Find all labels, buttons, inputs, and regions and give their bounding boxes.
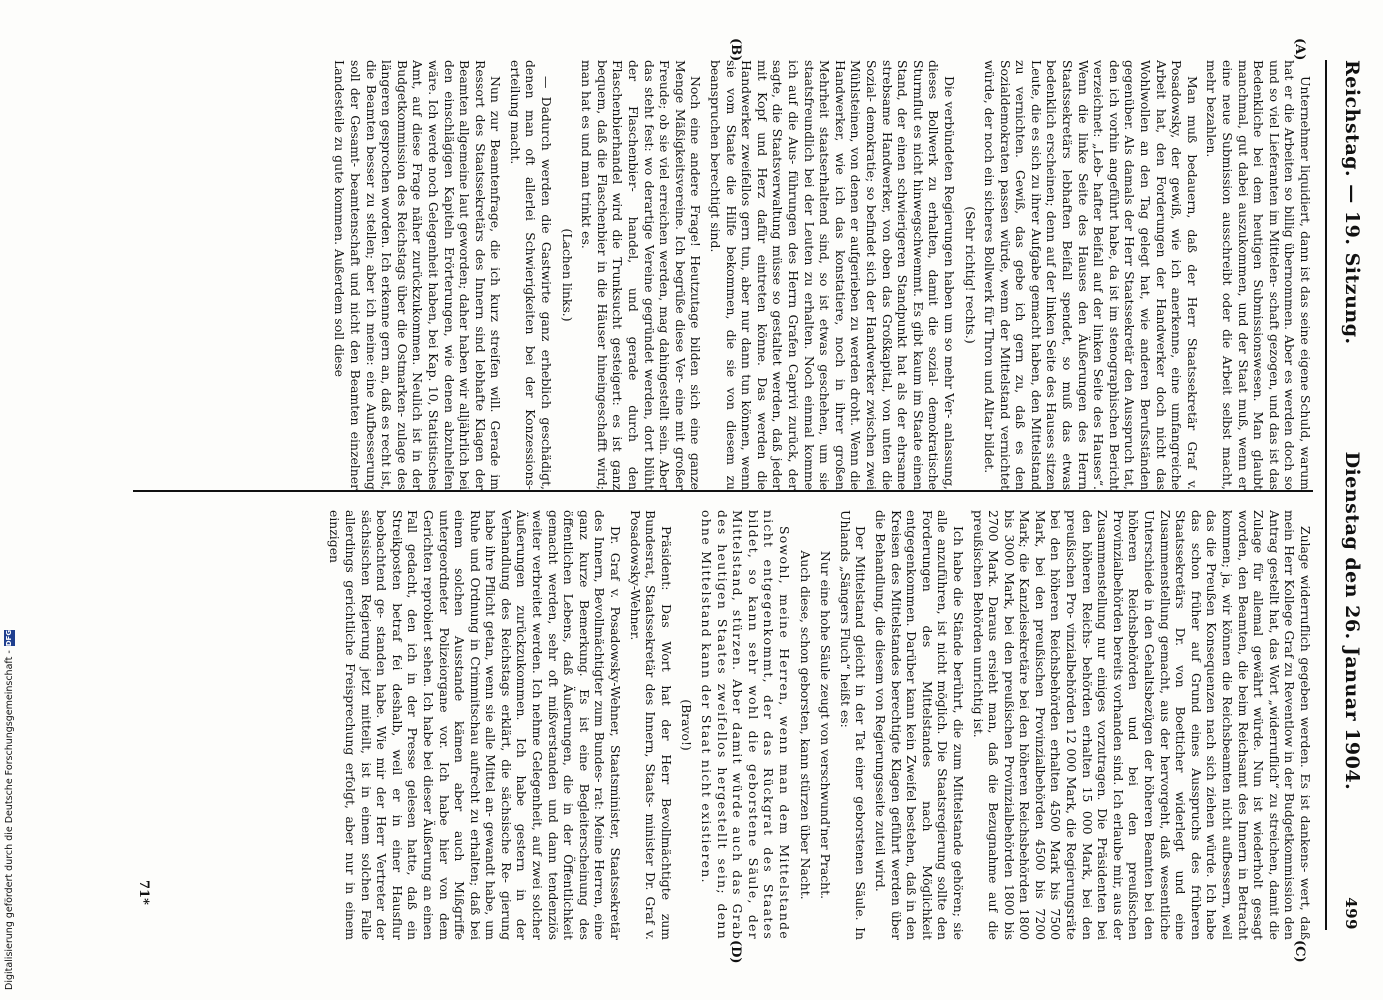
interjection: (Sehr richtig! rechts.): [962, 206, 978, 344]
page-number: 499: [1342, 897, 1360, 930]
paragraph: Ich habe die Stände berührt, die zum Mittelstande gehören; sie alle anzuführen, ist nicht möglich. Die Staatsregierung sollte den Forderungen des Mittelstandes nach Möglichkeit entgegenkommen. Darüber kann kein Zweifel bestehen, daß in den Kreisen des Mittelstandes berechtigte Klagen geführt werden über die Behandlung, die diesem von Regierungsseite zuteil wird.: [872, 510, 966, 940]
verse-line: Nur eine hohe Säule zeugt von verschwund'ner Pracht.: [818, 550, 834, 900]
paragraph: Noch eine andere Frage! Heutzutage bilden sich eine ganze Menge Mäßigkeitsvereine. Ich begrüße diese Ver- eine mit großer Freude; ob sie viel erreichen werden, mag dahingestellt sein. Aber das steht fest: wo derartige Vereine gegründet werden, dort blüht der Flaschenbier- handel, und gerade durch den Flaschenbierhandel wird die Trunksucht gesteigert: es ist ganz bequem, daß die Flaschenbier in die Häuser hineingeschafft wird; man hat es und man trinkt es.: [579, 60, 704, 490]
interjection: (Lachen links.): [559, 228, 575, 322]
paragraph: Sowohl, meine Herren, wenn man dem Mittelstande nicht entgegenkommt, der das Rückgrat des Staates bildet, so kann sehr wohl die geborstene Säule, der Mittelstand, stürzen. Aber damit würde auch das Grab des heutigen Staates zweifellos hergestellt sein; denn ohne Mittelstand kann der Staat nicht existieren.: [699, 510, 792, 940]
paragraph: — Dadurch werden die Gastwirte ganz erheblich geschädigt, denen man oft allerlei Schwierigkeiten bei der Konzessions- erteilung macht.: [507, 60, 555, 490]
margin-mark-b: (B): [728, 38, 743, 62]
paragraph: Man muß bedauern, daß der Herr Staatssekretär Graf v. Posadowsky, der gewiß, wie ich anerkenne, eine umfangreiche Arbeit hat, den Forderungen der Handwerker doch nicht das Wohlwollen an den Tag gelegt hat, wie anderen Berufsständen gegenüber. Als damals der Herr Staatssekretär den Ausspruch tat, den ich vorhin angeführt habe, da ist im stenographischen Bericht verzeichnet: „Leb- hafter Beifall auf der linken Seite des Hauses“. Wenn die linke Seite des Hauses den Äußerungen des Herrn Staatssekretärs lebhaften Beifall spendet, so muß das etwas bedenklich erscheinen; denn auf der linken Seite des Hauses sitzen Leute, die es sich zu ihrer Aufgabe gemacht haben, den Mittelstand zu vernichten. Gewiß, das gebe ich gern zu, daß es den Sozialdemokraten passen würde, wenn der Mittelstand vernichtet würde, der noch ein sicheres Bollwerk für Thron und Altar bildet.: [982, 60, 1200, 490]
speaker-paragraph: Dr. Graf v. Posadowsky-Wehner, Staatsminister, Staatssekretär des Innern, Bevollmächtigter zum Bundes- rat: Meine Herren, eine ganz kurze Bemerkung. Es ist eine Begleiterscheinung des öffentlichen Lebens, daß Äußerungen, die in der Öffentlichkeit gemacht werden, sehr oft mißverstanden und dann tendenziös weiter verbreitet werden. Ich nehme Gelegenheit, auf zwei solcher Äußerungen zurückzukommen. Ich habe gestern in der Verhandlung des Reichstags erklärt, die sächsische Re- gierung habe ihre Pflicht getan, wenn sie alle Mittel an- gewandt habe, um Ruhe und Ordnung in Crimmitschau aufrecht zu erhalten; daß bei einem solchen Ausstande kämen aber auch Mißgriffe untergeordneter Polizeiorgane vor. Ich habe hier von dem Gerichten reprobiert sehen. Ich habe bei dieser Äußerung an einen Fall gedacht, den ich in der Presse gelesen hatte, daß ein Streikposten betraf fei deshalb, weil er in einer Hausflur beobachtend ge- standen habe. Wie mir der Herr Vertreter der sächsischen Regierung jetzt mitteilt, ist in einem solchen Falle allerdings gerichtliche Freisprechung erfolgt, aber nur in einem einzigen: [327, 510, 624, 940]
verse-line: Auch diese, schon geborsten, kann stürzen über Nacht.: [797, 550, 813, 900]
credit-rotator: [2, 0, 16, 990]
paragraph: Nun zur Beamtenfrage, die ich kurz streifen will. Gerade im Ressort des Staatssekretärs des Innern sind lebhafte Klagen der Beamten allgemeine laut geworden; daher haben wir alljährlich bei den einschlägigen Kapiteln Erörterungen, wie denen abzuhelfen wäre. Ich werde noch Gelegenheit haben, bei Kap. 10, Statistisches Amt, auf diese Frage näher zurückzukommen. Neulich ist in der Budgetkommission des Reichstags über die Ostmarken- zulage des längeren gesprochen worden. Ich erkenne gern an, daß es recht ist, die Beamten besser zu stellen; aber ich meine: eine Aufbesserung soll der Gesamt- beamtenschaft und nicht den Beamten einzelner Landesteile zu gute kommen. Außerdem soll diese: [332, 60, 504, 490]
credit-strip: [0, 0, 16, 1000]
page-header: [1325, 60, 1363, 930]
margin-mark-c: (C): [1292, 940, 1307, 963]
header-date: Dienstag den 26. Januar 1904.: [1341, 451, 1363, 791]
column-divider: [133, 490, 1313, 492]
paragraph: Unternehmer liquidiert, dann ist das seine eigene Schuld, warum hat er die Arbeiten so billig übernommen. Aber es werden doch so und so viel Lieferanten im Mittelen- schaft gezogen, und das ist das Bedenkliche bei dem heutigen Submissionswesen. Man glaubt manchmal, gut dabei auszukommen, und der Staat muß, wenn er eine neue Submission ausschreibt oder die Arbeit selbst macht, mehr bezahlen.: [1204, 60, 1313, 490]
paragraph: Zulage widerruflich gegeben werden. Es ist dankens- wert, daß mein Herr Kollege Graf zu Reventlow in der Budgetkommission den Antrag gestellt hat, das Wort „widerruflich“ zu streichen, damit die Zulage für allemal gewährt würde. Nun ist wiederholt gesagt worden, den Beamten, die beim Reichsamt des Innern in Betracht kommen; ja, wir können die Reichsbeamten nicht aufbessern, weil das die Preußen Konsequenzen nach sich ziehen würde. Ich habe das schon früher auf Grund eines Ausspruchs des früheren Staatssekretärs Dr. von Boetticher widerlegt und eine Zusammenstellung gemacht, aus der hervorgeht, daß wesentliche Unterschiede in den Gehaltsbezügen der höheren Beamten bei den höheren Reichsbehörden und bei den preußischen Provinzialbehörden bereits vorhanden sind. Ich erlaube mir, aus der Zusammenstellung nur einiges vorzutragen. Die Präsidenten bei den höheren Reichs- behörden erhalten 15 000 Mark, bei den preußischen Pro- vinzialbehörden 12 000 Mark, die Regierungsräte bei den höheren Reichsbehörden erhalten 4500 Mark bis 7500 Mark, bei den preußischen Provinzialbehörden 4500 bis 7200 Mark; die Kanzleisekretäre bei den höheren Reichsbehörden 1800 bis 3000 Mark, bei den preußischen Provinzialbehörden 1800 bis 2700 Mark. Daraus ersieht man, daß die Bezugnahme auf die preußischen Behörden unrichtig ist.: [970, 510, 1313, 940]
signature-mark: 71*: [136, 880, 151, 905]
dfg-logo-icon: DFG: [4, 629, 13, 647]
left-column: [133, 60, 1313, 490]
credit-text: Digitalisierung gefördert durch die Deutsche Forschungsgemeinschaft -: [3, 650, 15, 990]
paragraph: Der Mittelstand gleicht in der Tat einer geborstenen Säule. In Uhlands „Sängers Fluch“ heißt es:: [837, 510, 869, 940]
interjection: (Bravo!): [679, 699, 695, 751]
margin-mark-d: (D): [728, 940, 743, 964]
margin-mark-a: (A): [1292, 38, 1307, 61]
right-column: [133, 510, 1313, 940]
header-session: Reichstag. — 19. Sitzung.: [1341, 60, 1363, 345]
paragraph: Die verbündeten Regierungen haben um so mehr Ver- anlassung, dieses Bollwerk zu erhalten, damit die sozial- demokratische Sturmflut es nicht hinwegschwemmt. Es gibt kaum im Staate einen Stand, der einen schwierigeren Standpunkt hat als der ehrsame strebsame Handwerker, von oben das Großkapital, von unten die Sozial- demokratie; so befindet sich der Handwerker zwischen zwei Mühlsteinen, von denen er aufgerieben zu werden droht. Wenn die Handwerker, wie ich das konstatiere, noch in ihrer großen Mehrheit staatserhaltend sind, so ist etwas geschehen, um sie staatsfreundlich bei der Leuten zu erhalten. Noch einmal komme ich auf die Aus- führungen des Herrn Grafen Caprivi zurück, der sagte, die Staatsverwaltung müsse so gestaltet werden, daß jeder mit Kopf und Herz dafür eintreten könne. Das werden die Handwerker zweifellos gern tun, aber nur dann tun können, wenn sie vom Staate die Hilfe bekommen, die sie von diesem zu beanspruchen berechtigt sind.: [708, 60, 957, 490]
president-paragraph: Präsident: Das Wort hat der Herr Bevollmächtigte zum Bundesrat, Staatssekretär des Innern, Staats- minister Dr. Graf v. Posadowsky-Wehner.: [627, 510, 674, 940]
